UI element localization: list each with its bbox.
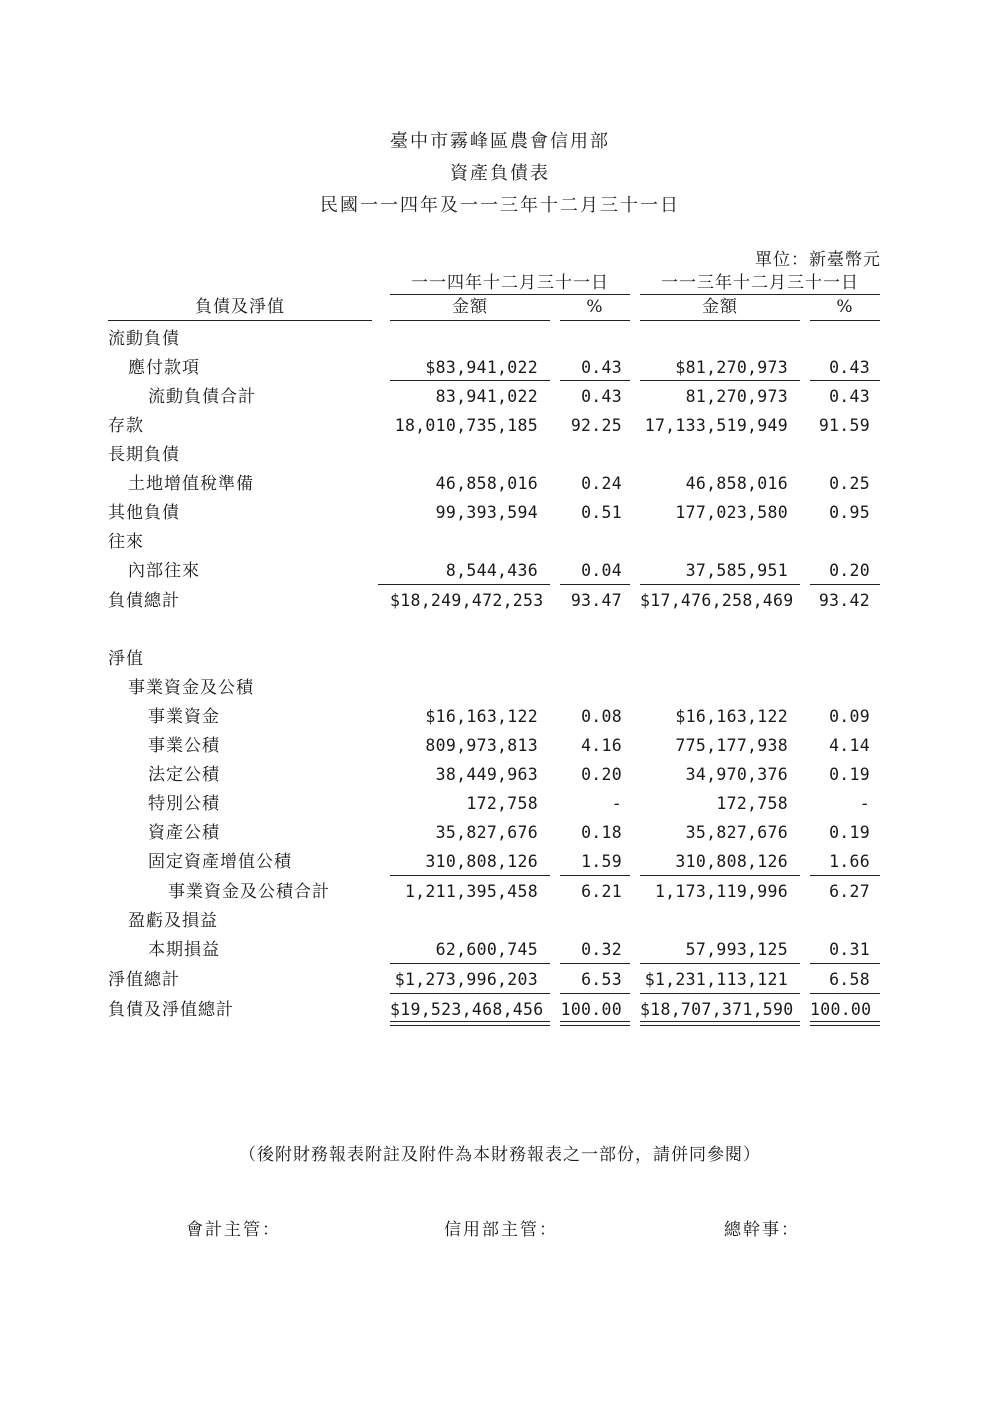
table-row [0,442,1000,471]
amount-cell: 46,858,016 [685,474,788,493]
footnote: （後附財務報表附註及附件為本財務報表之一部份，請併同參閱） [239,1145,761,1165]
year1-date-rule [390,294,630,295]
table-row [0,675,1000,704]
year1-amount-rule [390,320,550,321]
table-row [0,646,1000,675]
table-row [0,849,1000,878]
row-label: 資產公積 [148,823,220,843]
year2-date-rule [640,294,880,295]
percent-cell: 0.19 [829,823,870,842]
percent-cell: 0.19 [829,765,870,784]
percent-cell: 0.09 [829,707,870,726]
report-period: 民國一一四年及一一三年十二月三十一日 [320,195,680,216]
amount-cell: 18,010,735,185 [394,416,538,435]
amount-cell: 1,173,119,996 [654,882,788,901]
table-row [0,413,1000,442]
amount-cell: 177,023,580 [675,503,788,522]
amount-cell: 35,827,676 [435,823,538,842]
percent-cell: 91.59 [818,416,870,435]
total-rule [390,993,550,994]
percent-cell: 0.08 [581,707,622,726]
percent-cell: 0.24 [581,474,622,493]
row-label: 其他負債 [108,503,180,523]
row-label: 事業資金及公積 [128,678,254,698]
double-rule [640,1025,800,1026]
percent-cell: 93.42 [818,591,870,610]
total-rule [640,963,800,964]
total-rule [560,963,630,964]
percent-cell: 100.00 [810,1000,872,1019]
amount-cell: 310,808,126 [425,852,538,871]
subtotal-rule [390,875,550,876]
amount-cell: 310,808,126 [675,852,788,871]
subtotal-rule [640,875,800,876]
percent-cell: 4.16 [581,736,622,755]
row-label: 內部往來 [128,561,200,581]
table-row [0,937,1000,966]
amount-cell: $1,273,996,203 [394,970,538,989]
amount-cell: 35,827,676 [685,823,788,842]
row-label: 盈虧及損益 [128,911,218,931]
percent-cell: 1.59 [581,852,622,871]
amount-cell: 81,270,973 [685,387,788,406]
double-rule [560,1021,630,1022]
amount-cell: 172,758 [716,794,788,813]
total-rule [810,963,880,964]
year1-amount-header: 金額 [452,297,488,317]
percent-cell: 0.31 [829,940,870,959]
table-row [0,908,1000,937]
table-row [0,558,1000,587]
total-rule [560,584,630,585]
amount-cell: 46,858,016 [435,474,538,493]
amount-cell: 1,211,395,458 [404,882,538,901]
total-rule [810,993,880,994]
year2-pct-header: % [836,297,854,317]
amount-cell: $83,941,022 [425,358,538,377]
double-rule [640,1021,800,1022]
percent-cell: 0.43 [829,358,870,377]
year1-date-header: 一一四年十二月三十一日 [411,273,609,293]
label-column-header: 負債及淨值 [195,297,285,317]
amount-cell: $16,163,122 [425,707,538,726]
percent-cell: - [611,794,622,813]
report-title: 資產負債表 [450,163,550,184]
total-rule [640,993,800,994]
currency-unit: 單位：新臺幣元 [755,250,881,270]
table-row [0,471,1000,500]
percent-cell: 6.21 [581,882,622,901]
percent-cell: 0.25 [829,474,870,493]
double-rule [810,1021,880,1022]
amount-cell: $19,523,468,456 [390,1000,544,1019]
label-header-rule [108,320,372,321]
percent-cell: 0.20 [581,765,622,784]
double-rule [390,1021,550,1022]
subtotal-rule [810,875,880,876]
subtotal-rule [390,380,550,381]
row-label: 事業資金 [148,707,220,727]
row-label: 法定公積 [148,765,220,785]
subtotal-rule [810,380,880,381]
general-manager-signature: 總幹事： [724,1220,800,1240]
percent-cell: - [859,794,870,813]
accounting-head-signature: 會計主管： [186,1220,281,1240]
subtotal-rule [640,380,800,381]
amount-cell: $16,163,122 [675,707,788,726]
amount-cell: 8,544,436 [445,561,538,580]
table-row [0,967,1000,996]
table-row [0,529,1000,558]
percent-cell: 4.14 [829,736,870,755]
row-label: 流動負債 [108,329,180,349]
row-label: 淨值 [108,649,144,669]
row-label: 長期負債 [108,445,180,465]
amount-cell: $1,231,113,121 [644,970,788,989]
amount-cell: 17,133,519,949 [644,416,788,435]
subtotal-rule [560,875,630,876]
percent-cell: 92.25 [570,416,622,435]
year2-date-header: 一一三年十二月三十一日 [661,273,859,293]
percent-cell: 93.47 [570,591,622,610]
credit-head-signature: 信用部主管： [444,1220,558,1240]
amount-cell: 809,973,813 [425,736,538,755]
table-row [0,704,1000,733]
double-rule [390,1025,550,1026]
double-rule [560,1025,630,1026]
total-rule [378,584,550,585]
amount-cell: $18,707,371,590 [640,1000,794,1019]
table-row [0,762,1000,791]
year2-amount-rule [640,320,800,321]
percent-cell: 0.43 [581,358,622,377]
total-rule [560,993,630,994]
amount-cell: 38,449,963 [435,765,538,784]
amount-cell: 62,600,745 [435,940,538,959]
amount-cell: 172,758 [466,794,538,813]
row-label: 應付款項 [128,358,200,378]
amount-cell: $17,476,258,469 [640,591,794,610]
amount-cell: 775,177,938 [675,736,788,755]
table-row [0,791,1000,820]
percent-cell: 0.20 [829,561,870,580]
total-rule [810,584,880,585]
row-label: 特別公積 [148,794,220,814]
amount-cell: $81,270,973 [675,358,788,377]
percent-cell: 6.58 [829,970,870,989]
row-label: 土地增值稅準備 [128,474,254,494]
row-label: 固定資產增值公積 [148,852,292,872]
table-row [0,879,1000,908]
table-row [0,384,1000,413]
row-label: 淨值總計 [108,970,180,990]
year1-pct-header: % [586,297,604,317]
table-row [0,500,1000,529]
subtotal-rule [560,380,630,381]
percent-cell: 0.43 [829,387,870,406]
year2-pct-rule [810,320,880,321]
row-label: 負債總計 [108,591,180,611]
percent-cell: 1.66 [829,852,870,871]
percent-cell: 0.43 [581,387,622,406]
percent-cell: 0.04 [581,561,622,580]
row-label: 本期損益 [148,940,220,960]
table-row [0,733,1000,762]
percent-cell: 0.32 [581,940,622,959]
table-row [0,326,1000,355]
year1-pct-rule [560,320,630,321]
amount-cell: 57,993,125 [685,940,788,959]
percent-cell: 0.51 [581,503,622,522]
row-label: 往來 [108,532,144,552]
row-label: 流動負債合計 [148,387,256,407]
percent-cell: 6.53 [581,970,622,989]
org-name: 臺中市霧峰區農會信用部 [390,131,610,152]
percent-cell: 6.27 [829,882,870,901]
double-rule [810,1025,880,1026]
amount-cell: 99,393,594 [435,503,538,522]
percent-cell: 100.00 [560,1000,622,1019]
percent-cell: 0.18 [581,823,622,842]
row-label: 負債及淨值總計 [108,1000,234,1020]
table-row [0,588,1000,617]
year2-amount-header: 金額 [702,297,738,317]
row-label: 事業公積 [148,736,220,756]
amount-cell: $18,249,472,253 [390,591,544,610]
table-row [0,820,1000,849]
amount-cell: 34,970,376 [685,765,788,784]
amount-cell: 37,585,951 [685,561,788,580]
total-rule [390,963,550,964]
amount-cell: 83,941,022 [435,387,538,406]
report-header [0,126,1000,222]
percent-cell: 0.95 [829,503,870,522]
total-rule [640,584,800,585]
row-label: 存款 [108,416,144,436]
row-label: 事業資金及公積合計 [168,882,330,902]
